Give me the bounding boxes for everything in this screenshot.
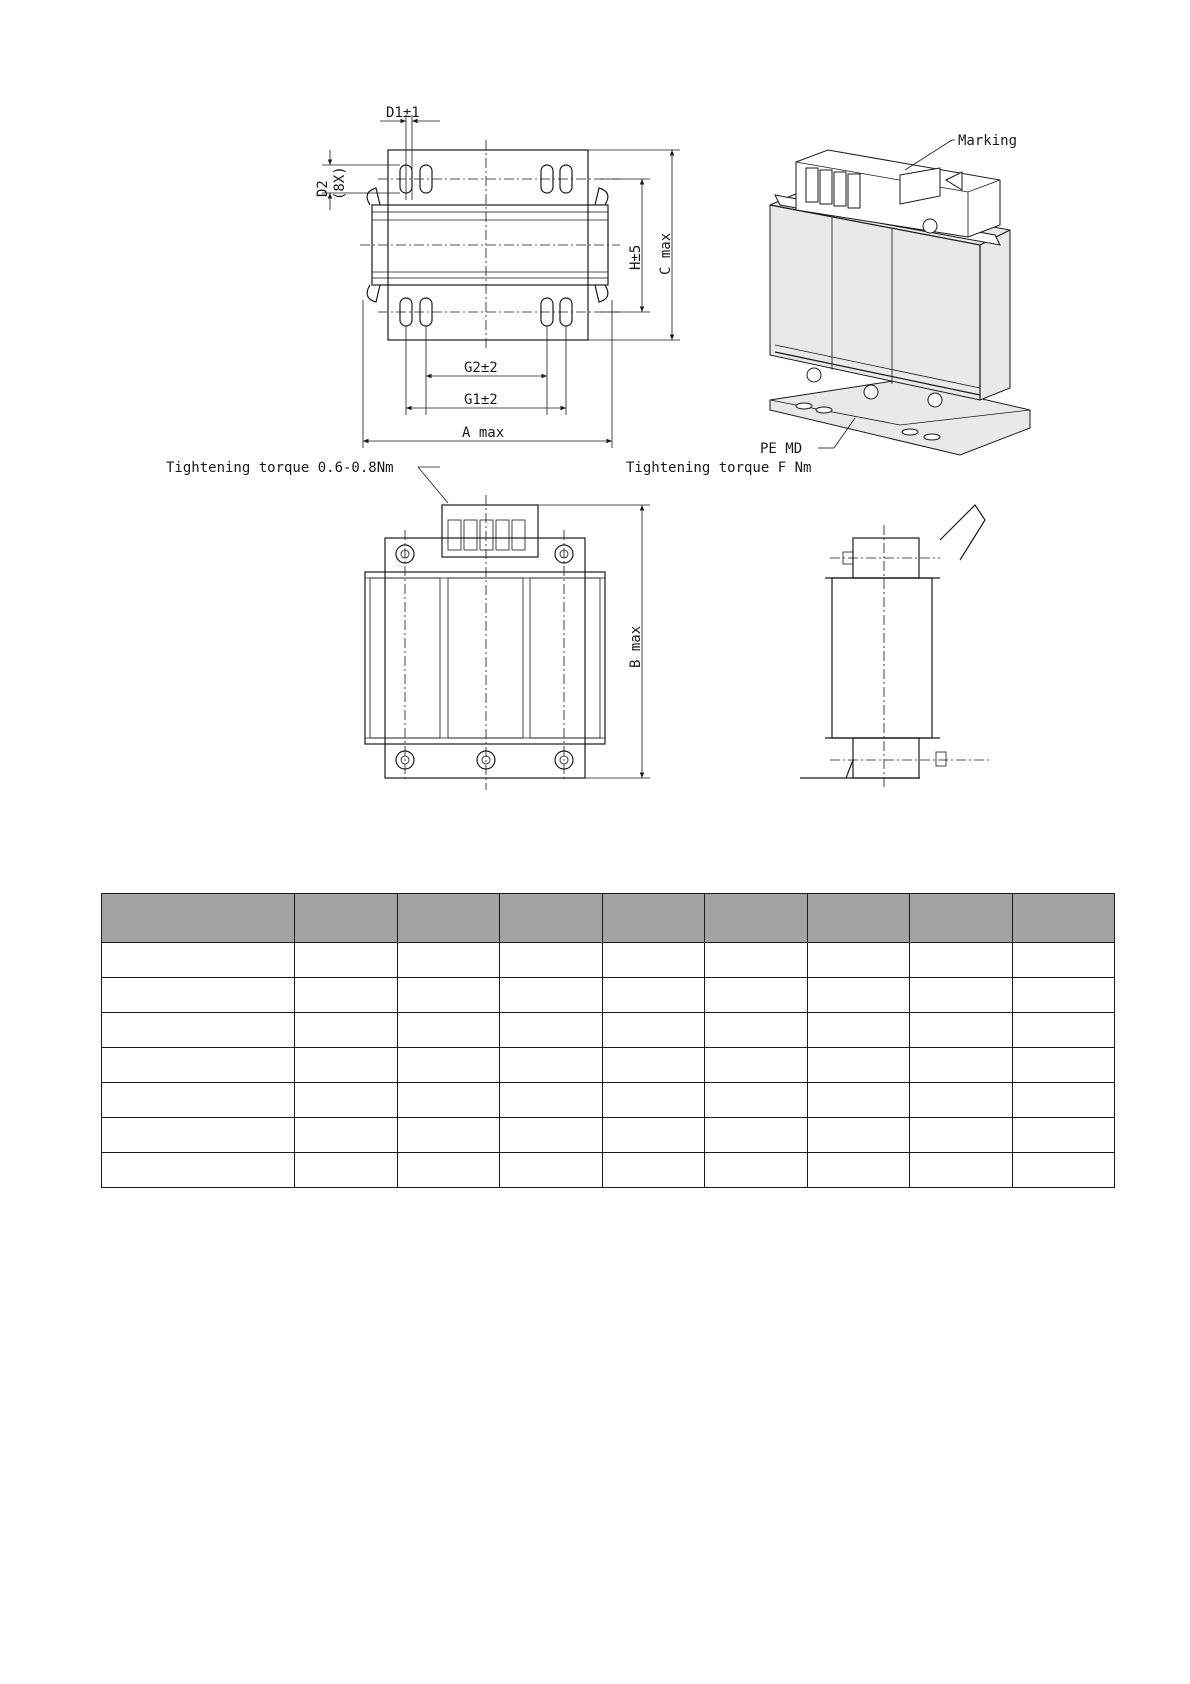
table-cell [808,1013,910,1048]
table-cell [705,1013,808,1048]
header-cell [102,894,295,943]
front-view [365,495,650,790]
label-d1: D1±1 [386,105,420,121]
table-cell [705,1048,808,1083]
table-cell [808,1048,910,1083]
table-cell [295,1013,398,1048]
table-cell [910,978,1013,1013]
table-cell [1013,1083,1115,1118]
table-row [102,1048,1115,1083]
table-cell [398,1048,500,1083]
table-cell [295,978,398,1013]
table-cell [603,978,705,1013]
table-cell [1013,1048,1115,1083]
label-g2: G2±2 [464,360,498,376]
table-cell [295,1083,398,1118]
label-torque-terminal: Tightening torque 0.6-0.8Nm [166,460,394,476]
table-cell [398,1083,500,1118]
isometric-view [760,133,1030,457]
label-d2: D2 [315,180,331,197]
dimensions-table [101,893,1115,1188]
table-cell [1013,978,1115,1013]
table-cell [1013,1013,1115,1048]
table-header-row [102,894,1115,943]
table-cell [808,1153,910,1188]
table-cell [398,943,500,978]
table-cell [1013,1153,1115,1188]
table-cell [102,1153,295,1188]
table-cell [1013,943,1115,978]
table-cell [910,1048,1013,1083]
table-row [102,1118,1115,1153]
header-cell [1013,894,1115,943]
header-cell [398,894,500,943]
table-cell [603,1048,705,1083]
table-cell [910,1013,1013,1048]
table-cell [295,1118,398,1153]
table-cell [295,1048,398,1083]
table-cell [295,943,398,978]
table-cell [102,1083,295,1118]
table-cell [500,1153,603,1188]
header-cell [603,894,705,943]
table-row [102,1013,1115,1048]
header-cell [808,894,910,943]
header-cell [295,894,398,943]
label-b-max: B max [628,625,644,668]
table-cell [910,1083,1013,1118]
table-cell [398,1153,500,1188]
label-pe: PE MD [760,441,803,457]
table-row [102,943,1115,978]
label-d2-count: (8X) [332,166,348,200]
table-cell [808,1083,910,1118]
table-row [102,1153,1115,1188]
table-cell [102,943,295,978]
table-cell [808,978,910,1013]
table-cell [705,978,808,1013]
table-cell [603,1118,705,1153]
table-cell [295,1153,398,1188]
table-row [102,1083,1115,1118]
table-cell [808,943,910,978]
table-cell [705,1118,808,1153]
table-cell [500,1013,603,1048]
table-cell [102,1013,295,1048]
header-cell [910,894,1013,943]
label-a-max: A max [462,425,505,441]
table-row [102,978,1115,1013]
label-g1: G1±2 [464,392,498,408]
table-cell [603,1013,705,1048]
label-h: H±5 [628,244,644,270]
table-cell [102,1118,295,1153]
table-cell [500,978,603,1013]
table-cell [500,943,603,978]
side-view [800,505,990,790]
table-cell [1013,1118,1115,1153]
table-cell [500,1048,603,1083]
table-cell [603,1083,705,1118]
table-cell [705,1153,808,1188]
table-cell [910,1153,1013,1188]
table-cell [398,1118,500,1153]
table-cell [705,943,808,978]
table-cell [398,978,500,1013]
table-cell [603,943,705,978]
table-cell [603,1153,705,1188]
table-cell [102,978,295,1013]
top-view [315,105,680,448]
table-cell [910,1118,1013,1153]
header-cell [705,894,808,943]
table-cell [500,1118,603,1153]
table-cell [398,1013,500,1048]
table-cell [500,1083,603,1118]
label-torque-pe: Tightening torque F Nm [626,460,812,476]
table-cell [705,1083,808,1118]
table-cell [102,1048,295,1083]
label-c-max: C max [658,232,674,275]
label-marking: Marking [958,133,1018,149]
table-cell [808,1118,910,1153]
table-cell [910,943,1013,978]
header-cell [500,894,603,943]
